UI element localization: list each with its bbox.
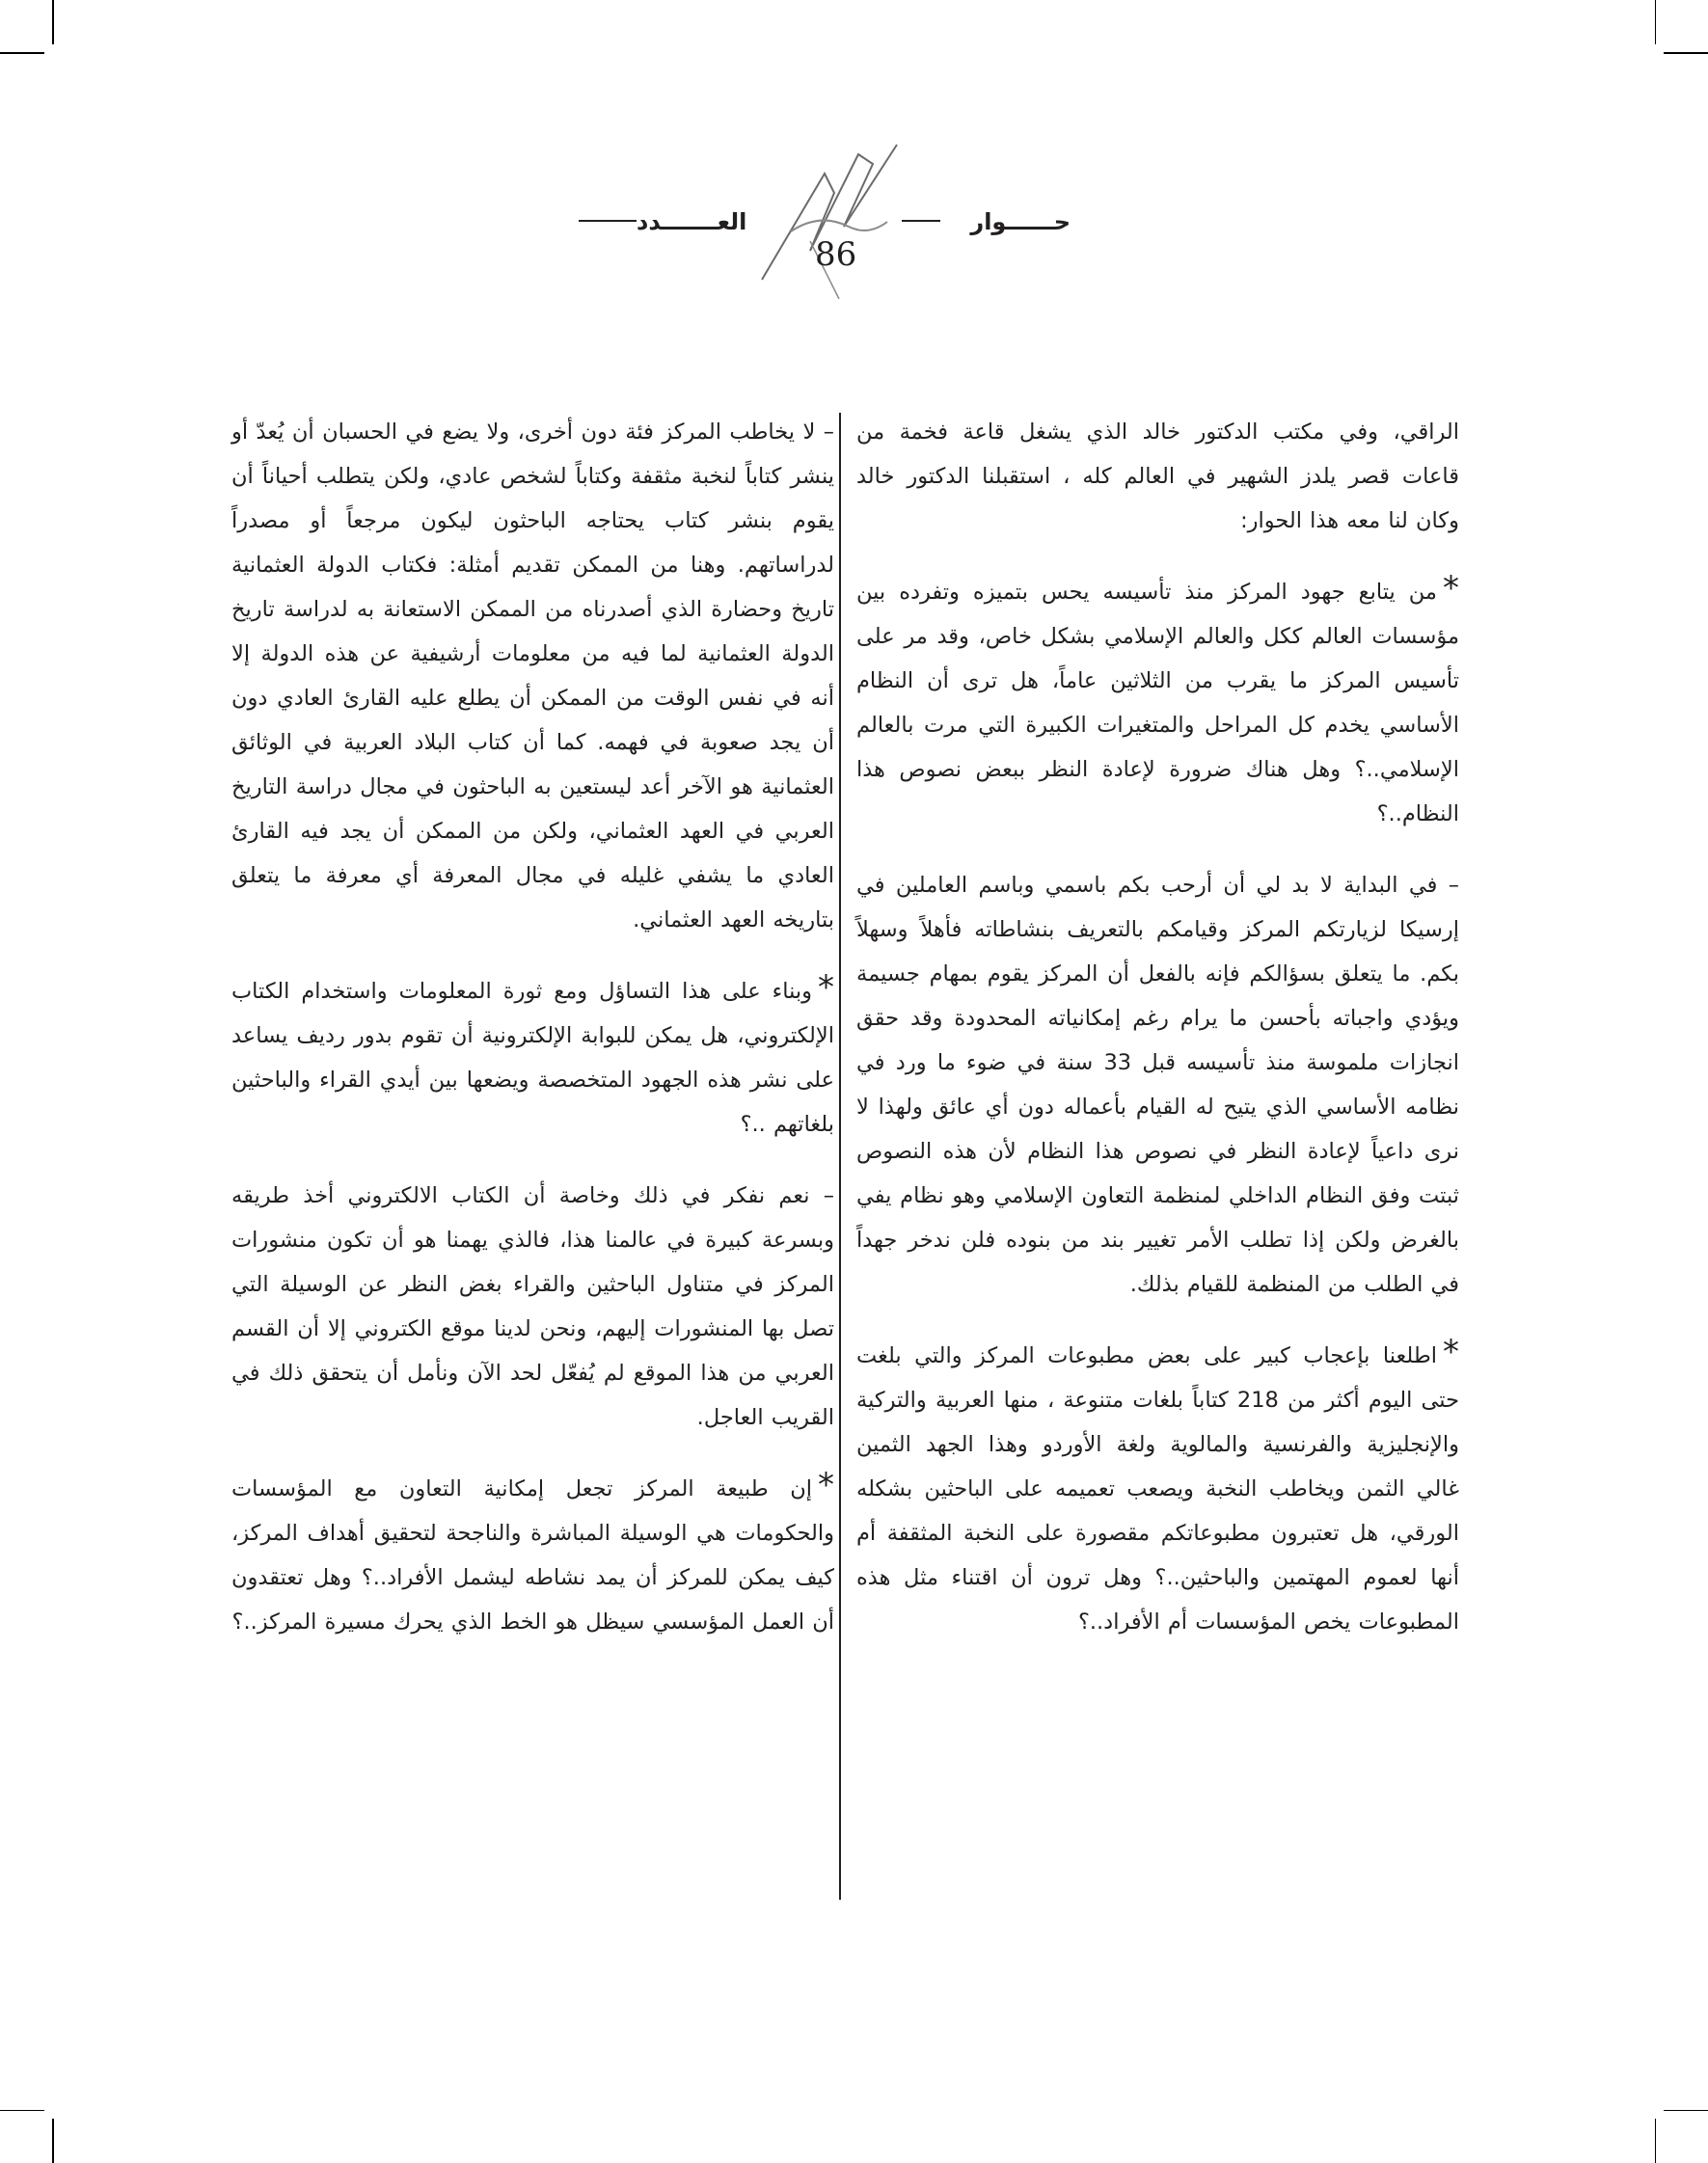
question-paragraph: * إن طبيعة المركز تجعل إمكانية التعاون مع المؤسسات والحكومات هي الوسيلة المباشرة والناجحة لتحقيق أهداف المركز، كيف يمكن للمركز أن يمد نشاطه ليشمل الأفراد..؟ وهل تعتقدون أن العمل المؤسسي سيظل هو الخط الذي يحرك مسيرة المركز..؟ bbox=[231, 1467, 834, 1644]
answer-paragraph: – لا يخاطب المركز فئة دون أخرى، ولا يضع في الحسبان أن يُعدّ أو ينشر كتاباً لنخبة مثقفة وكتاباً لشخص عادي، ولكن يتطلب أحياناً أن يقوم بنشر كتاب يحتاجه الباحثون ليكون مرجعاً أو مصدراً لدراساتهم. وهنا من الممكن تقديم أمثلة: فكتاب الدولة العثمانية تاريخ وحضارة الذي أصدرناه من الممكن الاستعانة به لدراسة تاريخ الدولة العثمانية لما فيه من معلومات أرشيفية عن هذه الدولة إلا أنه في نفس الوقت من الممكن أن يطلع عليه القارئ العادي دون أن يجد صعوبة في فهمه. كما أن كتاب البلاد العربية في الوثائق العثمانية هو الآخر أعد ليستعين به الباحثون في مجال دراسة التاريخ العربي في العهد العثماني، ولكن من الممكن أن يجد فيه القارئ العادي ما يشفي غليله في مجال المعرفة أي معرفة ما يتعلق بتاريخه العهد العثماني. bbox=[231, 419, 834, 933]
header-right-label: حــــــوار bbox=[970, 208, 1071, 235]
paragraph: الراقي، وفي مكتب الدكتور خالد الذي يشغل قاعة فخمة من قاعات قصر يلدز الشهير في العالم كله ، استقبلنا الدكتور خالد وكان لنا معه هذا الحوار: bbox=[856, 419, 1459, 533]
answer-paragraph: – نعم نفكر في ذلك وخاصة أن الكتاب الالكتروني أخذ طريقه وبسرعة كبيرة في عالمنا هذا، فالذي يهمنا هو أن تكون منشورات المركز في متناول الباحثين والقراء بغض النظر عن الوسيلة التي تصل بها المنشورات إليهم، ونحن لدينا موقع الكتروني إلا أن القسم العربي من هذا الموقع لم يُفعّل لحد الآن ونأمل أن يتحقق ذلك في القريب العاجل. bbox=[231, 1183, 834, 1430]
crop-mark bbox=[0, 52, 44, 54]
header-left-label: العـــــــدد bbox=[637, 208, 747, 235]
page-number: 86 bbox=[815, 235, 857, 274]
question-paragraph: * اطلعنا بإعجاب كبير على بعض مطبوعات المركز والتي بلغت حتى اليوم أكثر من 218 كتاباً بلغات متنوعة ، منها العربية والتركية والإنجليزية والفرنسية والمالوية ولغة الأوردو وهذا الجهد الثمين غالي الثمن ويخاطب النخبة ويصعب تعميمه على الباحثين بشكله الورقي، هل تعتبرون مطبوعاتكم مقصورة على النخبة المثقفة أم أنها لعموم المهتمين والباحثين..؟ وهل ترون أن اقتناء مثل هذه المطبوعات يخص المؤسسات أم الأفراد..؟ bbox=[856, 1334, 1459, 1644]
right-column bbox=[856, 410, 1459, 1671]
crop-mark bbox=[1664, 2110, 1708, 2112]
left-column bbox=[231, 410, 834, 1671]
answer-paragraph: – في البداية لا بد لي أن أرحب بكم باسمي وباسم العاملين في إرسيكا لزيارتكم المركز وقيامكم بالتعريف بنشاطاته فأهلاً وسهلاً بكم. ما يتعلق بسؤالكم فإنه بالفعل أن المركز يقوم بمهام جسيمة ويؤدي واجباته بأحسن ما يرام رغم إمكانياته المحدودة وقد حقق انجازات ملموسة منذ تأسيسه قبل 33 سنة في ضوء ما ورد في نظامه الأساسي الذي يتيح له القيام بأعماله دون أي عائق ولهذا لا نرى داعياً لإعادة النظر في نصوص هذا النظام لأن هذه النصوص ثبتت وفق النظام الداخلي لمنظمة التعاون الإسلامي وهو نظام يفي بالغرض ولكن إذا تطلب الأمر تغيير بند من بنوده فلن ندخر جهداً في الطلب من المنظمة للقيام بذلك. bbox=[856, 873, 1459, 1297]
header-rule bbox=[902, 220, 940, 222]
header-rule bbox=[579, 220, 637, 222]
question-paragraph: * من يتابع جهود المركز منذ تأسيسه يحس بتميزه وتفرده بين مؤسسات العالم ككل والعالم الإسلامي بشكل خاص، وقد مر على تأسيس المركز ما يقرب من الثلاثين عاماً، هل ترى أن النظام الأساسي يخدم كل المراحل والمتغيرات الكبيرة التي مرت بالعالم الإسلامي..؟ وهل هناك ضرورة لإعادة النظر ببعض نصوص هذا النظام..؟ bbox=[856, 570, 1459, 836]
crop-mark bbox=[1655, 0, 1657, 44]
crop-mark bbox=[52, 0, 54, 44]
crop-mark bbox=[0, 2110, 44, 2112]
magazine-logo bbox=[752, 135, 907, 299]
crop-mark bbox=[52, 2119, 54, 2163]
crop-mark bbox=[1664, 52, 1708, 54]
column-divider bbox=[839, 413, 841, 1900]
question-paragraph: * وبناء على هذا التساؤل ومع ثورة المعلومات واستخدام الكتاب الإلكتروني، هل يمكن للبوابة الإلكترونية أن تقوم بدور رديف يساعد على نشر هذه الجهود المتخصصة ويضعها بين أيدي القراء والباحثين بلغاتهم ..؟ bbox=[231, 969, 834, 1147]
crop-mark bbox=[1655, 2119, 1657, 2163]
